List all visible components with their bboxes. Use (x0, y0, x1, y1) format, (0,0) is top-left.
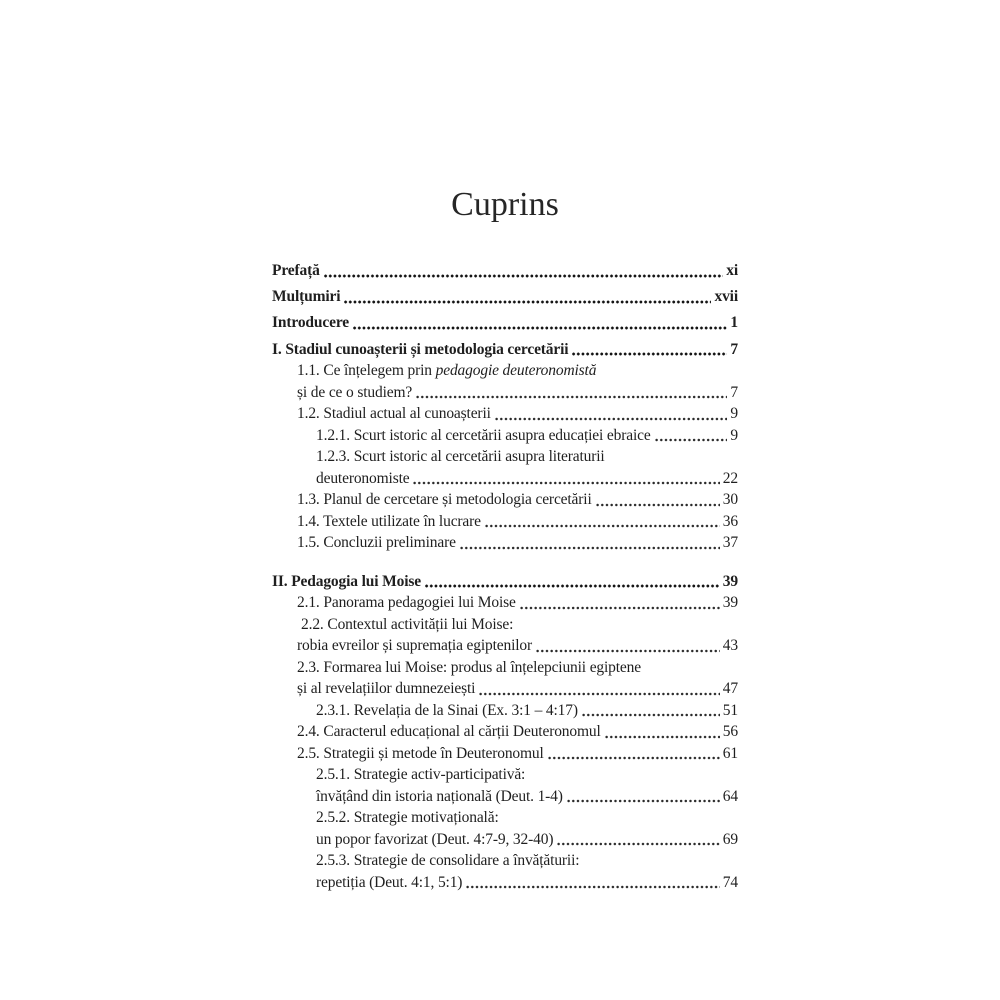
toc-entry-label: Introducere (272, 314, 349, 331)
toc-row (272, 743, 738, 765)
toc-entry-label: 1.2.1. Scurt istoric al cercetării asupra educației ebraice (316, 426, 651, 444)
toc-entry-page: 22 (722, 469, 738, 487)
toc-entry-label: 1.3. Planul de cercetare și metodologia cercetării (297, 491, 592, 508)
dot-leader (413, 481, 719, 485)
toc-list (272, 260, 738, 893)
dot-leader (548, 756, 720, 760)
toc-entry-page: 9 (730, 426, 738, 444)
dot-leader (572, 352, 727, 356)
toc-entry-label: deuteronomiste (316, 469, 410, 487)
dot-leader (567, 799, 720, 803)
toc-entry-label: 2.5.2. Strategie motivațională: (316, 809, 499, 826)
toc-row (272, 872, 738, 894)
toc-entry-page: 1 (730, 314, 738, 331)
toc-entry-page: 74 (722, 873, 738, 891)
dot-leader (425, 584, 720, 588)
dot-leader (605, 735, 720, 739)
dot-leader (460, 546, 720, 550)
toc-entry-label: 1.2.3. Scurt istoric al cercetării asupra literaturii (316, 448, 605, 465)
toc-row (272, 721, 738, 743)
page-title: Cuprins (451, 186, 559, 223)
toc-entry-label: 1.5. Concluzii preliminare (297, 534, 456, 551)
dot-leader (596, 503, 720, 507)
dot-leader (582, 713, 720, 717)
toc-row (272, 468, 738, 490)
toc-entry-page: 56 (722, 723, 738, 740)
dot-leader (479, 692, 720, 696)
toc-row (272, 286, 738, 308)
toc-entry-page: 69 (722, 830, 738, 848)
toc-row (272, 446, 738, 468)
toc-row (272, 571, 738, 593)
toc-entry-label: Mulțumiri (272, 288, 341, 305)
dot-leader (485, 524, 720, 528)
toc-entry-label: 2.4. Caracterul educațional al cărții Deuteronomul (297, 723, 601, 740)
toc-entry-label: un popor favorizat (Deut. 4:7-9, 32-40) (316, 830, 554, 848)
toc-entry-label: 1.2. Stadiul actual al cunoașterii (297, 405, 491, 422)
toc-entry-label: robia evreilor și supremația egiptenilor (297, 637, 533, 654)
toc-entry-page: 7 (730, 383, 738, 401)
toc-entry-label: 2.5.3. Strategie de consolidare a învățăturii: (316, 852, 580, 869)
toc-entry-label: Prefață (272, 262, 320, 279)
toc-entry-label: 2.5. Strategii și metode în Deuteronomul (297, 744, 544, 762)
toc-entry-label: I. Stadiul cunoașterii și metodologia cercetării (272, 340, 569, 358)
dot-leader (344, 300, 711, 304)
toc-row (272, 403, 738, 425)
toc-entry-label: 1.4. Textele utilizate în lucrare (297, 512, 481, 530)
dot-leader (353, 326, 727, 330)
toc-entry-page: xvii (714, 288, 738, 305)
toc-entry-page: 61 (722, 744, 738, 762)
dot-leader (655, 438, 728, 442)
toc-row (272, 807, 738, 829)
dot-leader (520, 606, 720, 610)
toc-row (272, 657, 738, 679)
toc-entry-page: 39 (722, 594, 738, 611)
toc-entry-page: 36 (722, 512, 738, 530)
dot-leader (536, 649, 720, 653)
toc-row (272, 382, 738, 404)
dot-leader (557, 842, 719, 846)
toc-entry-page: 30 (722, 491, 738, 508)
toc-entry-label: 2.1. Panorama pedagogiei lui Moise (297, 594, 516, 611)
toc-row (272, 850, 738, 872)
toc-entry-page: 43 (722, 637, 738, 654)
toc-row (272, 635, 738, 657)
toc-entry-page: 47 (722, 680, 738, 697)
toc-row (272, 786, 738, 808)
toc-entry-page: xi (726, 262, 738, 279)
toc-row (272, 764, 738, 786)
toc-row (272, 700, 738, 722)
toc-entry-label: 1.1. Ce înțelegem prin pedagogie deuteronomistă (297, 362, 597, 379)
toc-row (272, 511, 738, 533)
toc-content (272, 186, 738, 893)
toc-row (272, 489, 738, 511)
toc-entry-label: 2.3. Formarea lui Moise: produs al înțelepciunii egiptene (297, 658, 641, 676)
toc-entry-page: 51 (722, 701, 738, 719)
toc-entry-page: 64 (722, 787, 738, 805)
toc-row (272, 592, 738, 614)
dot-leader (495, 417, 728, 421)
dot-leader (324, 274, 724, 278)
toc-entry-label: și al revelațiilor dumnezeiești (297, 680, 476, 697)
toc-entry-label: 2.3.1. Revelația de la Sinai (Ex. 3:1 – 4:17) (316, 701, 578, 719)
toc-entry-page: 7 (730, 340, 738, 358)
toc-row (272, 532, 738, 554)
toc-row (272, 678, 738, 700)
dot-leader (466, 885, 719, 889)
toc-row (272, 312, 738, 334)
toc-row (272, 339, 738, 361)
dot-leader (416, 395, 727, 399)
toc-entry-label: 2.5.1. Strategie activ-participativă: (316, 766, 526, 783)
toc-entry-page: 9 (730, 405, 738, 422)
toc-entry-label: II. Pedagogia lui Moise (272, 572, 421, 590)
toc-row (272, 425, 738, 447)
toc-entry-label: învățând din istoria națională (Deut. 1-4) (316, 787, 563, 805)
toc-row (272, 360, 738, 382)
toc-entry-label: repetiția (Deut. 4:1, 5:1) (316, 873, 463, 891)
toc-entry-page: 37 (722, 534, 738, 551)
toc-row (272, 614, 738, 636)
toc-entry-label: și de ce o studiem? (297, 383, 413, 401)
toc-row (272, 260, 738, 282)
toc-row (272, 829, 738, 851)
toc-entry-page: 39 (722, 572, 738, 590)
toc-entry-label: 2.2. Contextul activității lui Moise: (301, 615, 514, 633)
